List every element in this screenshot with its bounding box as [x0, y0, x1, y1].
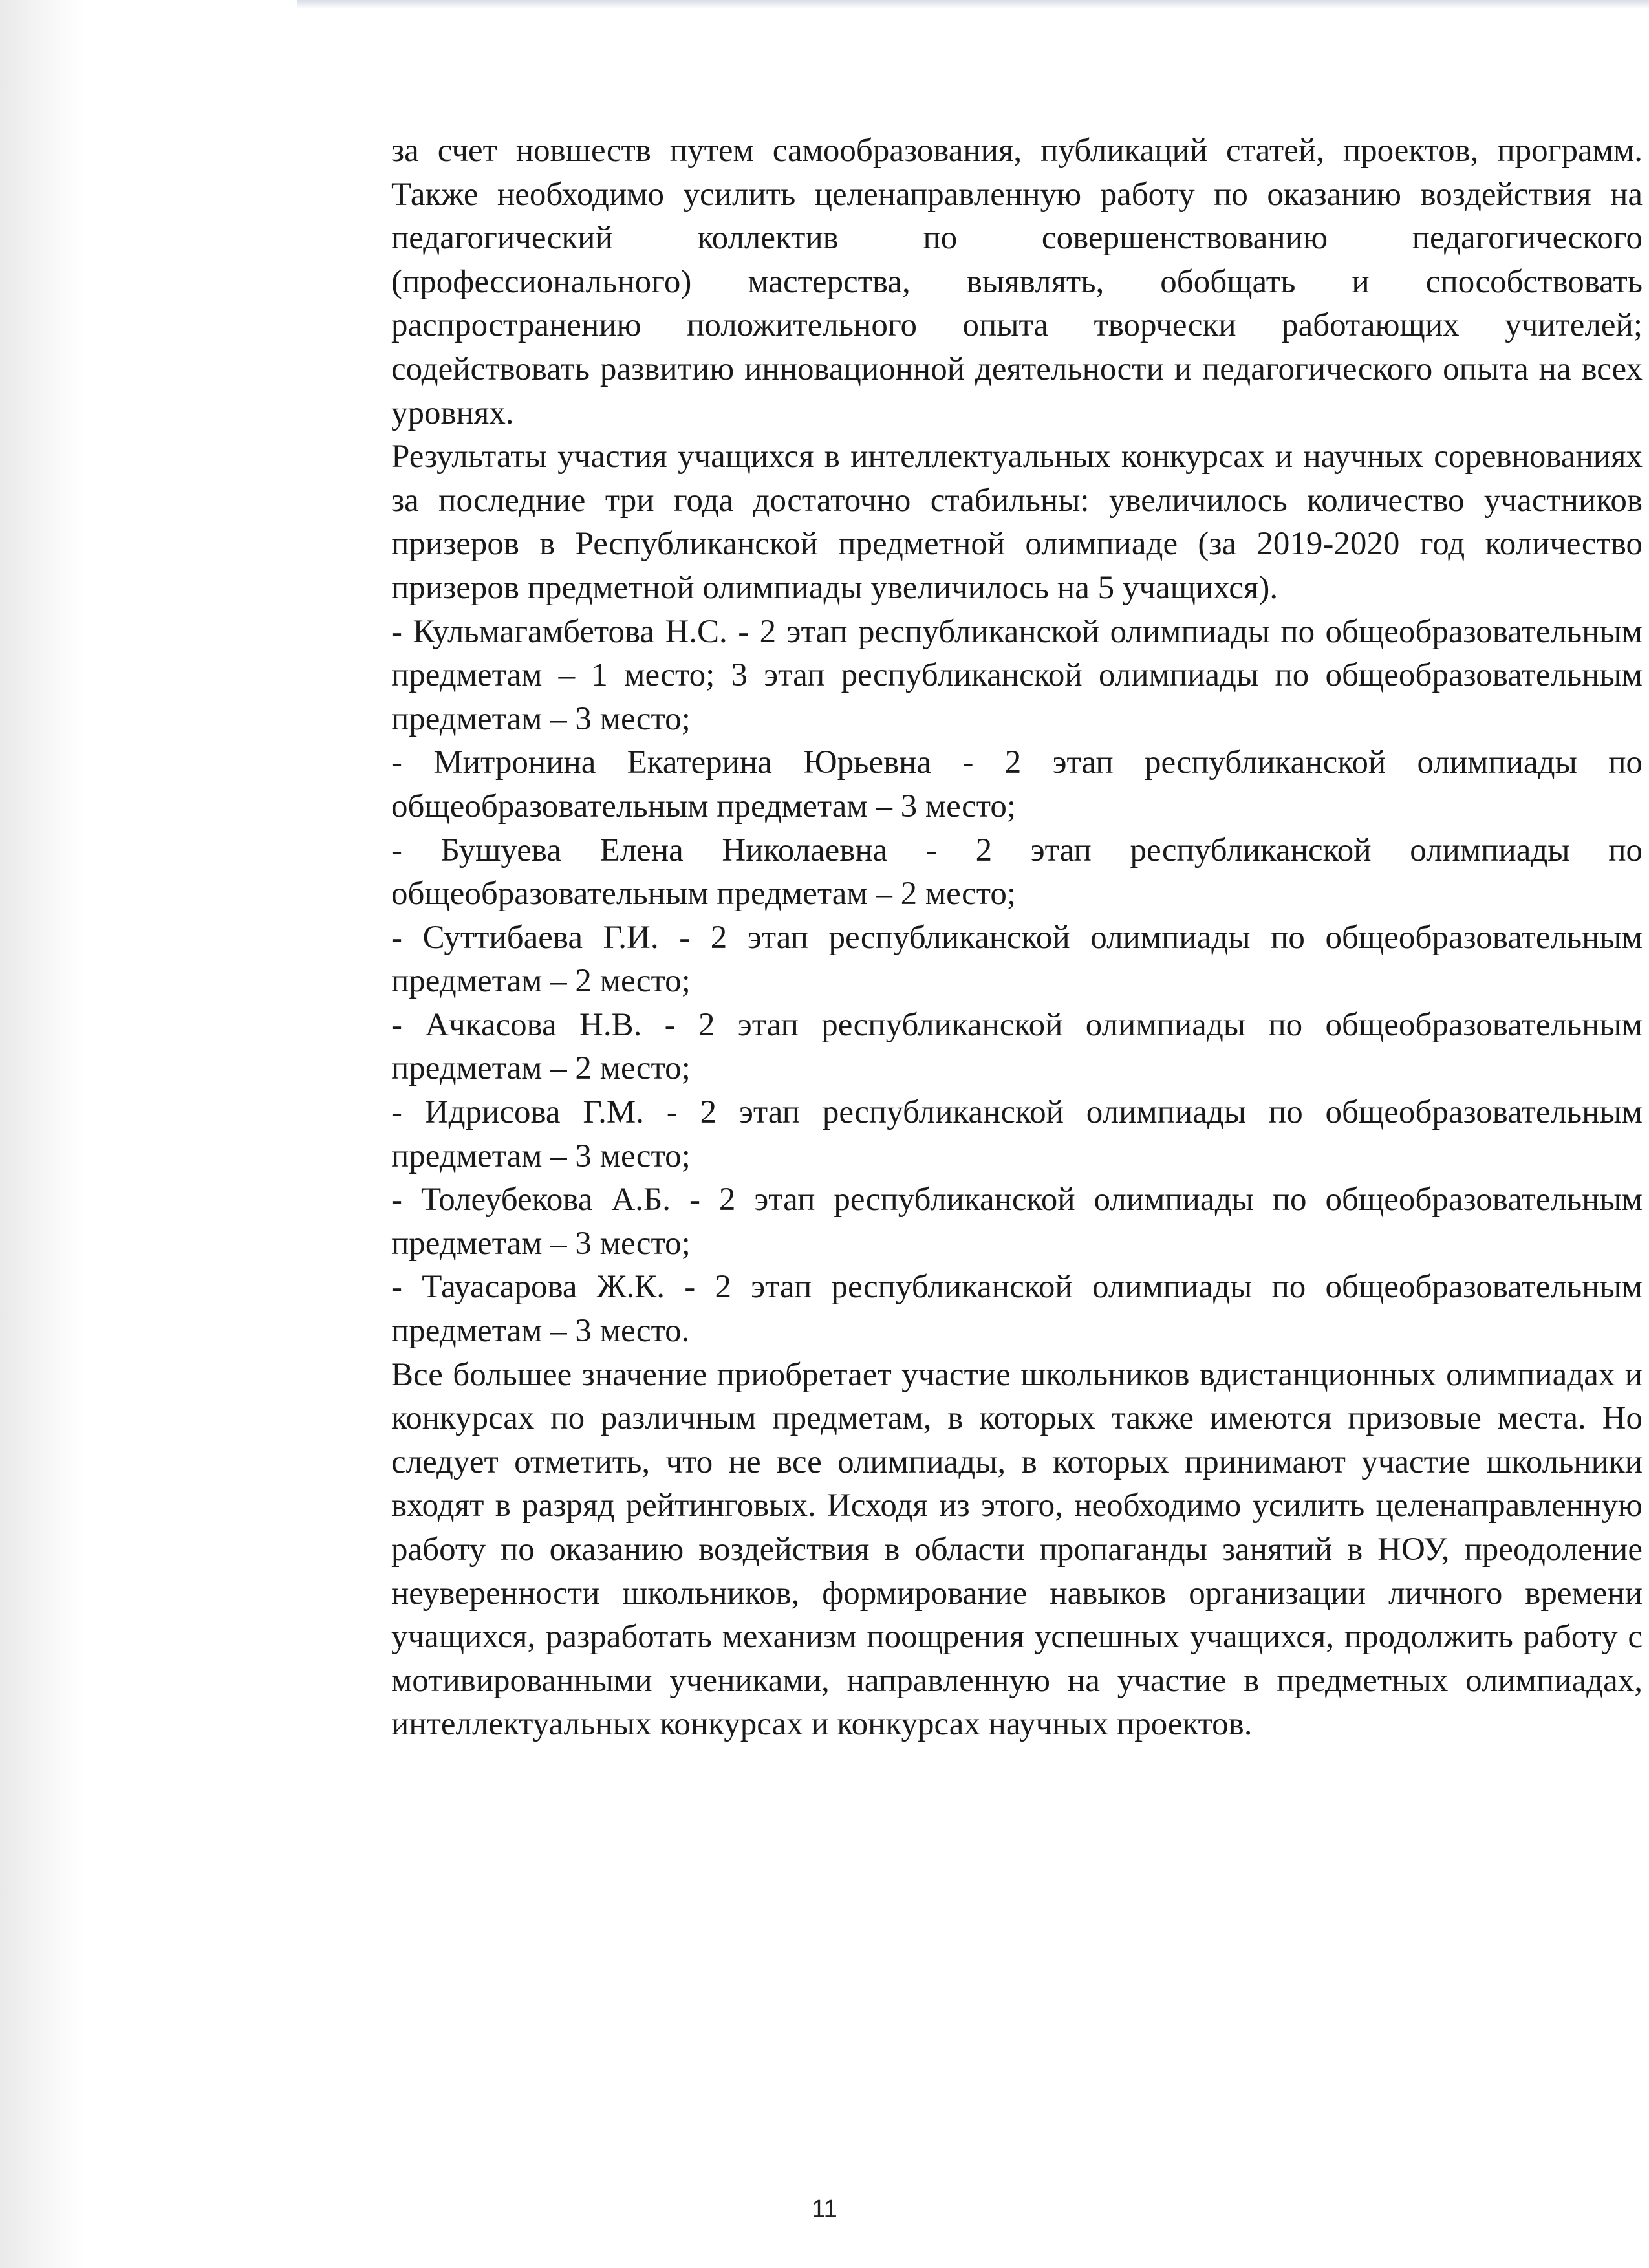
winner-item: - Тауасарова Ж.К. - 2 этап республиканской олимпиады по общеобразовательным предметам – 3 место.	[391, 1269, 1643, 1350]
winner-item: - Суттибаева Г.И. - 2 этап республиканской олимпиады по общеобразовательным предметам – 2 место;	[391, 919, 1643, 1000]
winner-item: - Ачкасова Н.В. - 2 этап республиканской олимпиады по общеобразовательным предметам – 2 место;	[391, 1006, 1643, 1087]
intro-paragraph: за счет новшеств путем самообразования, публикаций статей, проектов, программ. Также необходимо усилить целенаправленную работу по оказанию воздействия на педагогический коллектив по совершенствованию педагогического (профессионального) мастерства, выявлять, обобщать и способствовать распространению положительного опыта творчески работающих учителей; содействовать развитию инновационной деятельности и педагогического опыта на всех уровнях.	[391, 133, 1643, 431]
conclusion-paragraph: Все большее значение приобретает участие школьников вдистанционных олимпиадах и конкурсах по различным предметам, в которых также имеются призовые места. Но следует отметить, что не все олимпиады, в которых принимают участие школьники входят в разряд рейтинговых. Исходя из этого, необходимо усилить целенаправленную работу по оказанию воздействия в области пропаганды занятий в НОУ, преодоление неуверенности школьников, формирование навыков организации личного времени учащихся, разработать механизм поощрения успешных учащихся, продолжить работу с мотивированными учениками, направленную на участие в предметных олимпиадах, интеллектуальных конкурсах и конкурсах научных проектов.	[391, 1356, 1643, 1743]
winner-item: - Бушуева Елена Николаевна - 2 этап республиканской олимпиады по общеобразовательным предметам – 2 место;	[391, 832, 1643, 913]
winner-item: - Идрисова Г.М. - 2 этап республиканской олимпиады по общеобразовательным предметам – 3 место;	[391, 1094, 1643, 1174]
document-page	[391, 129, 1643, 1747]
winner-item: - Кульмагамбетова Н.С. - 2 этап республиканской олимпиады по общеобразовательным предметам – 1 место; 3 этап республиканской олимпиады по общеобразовательным предметам – 3 место;	[391, 613, 1643, 737]
winners-list	[391, 610, 1643, 1354]
scan-top-edge	[297, 0, 1649, 9]
winner-item: - Толеубекова А.Б. - 2 этап республиканской олимпиады по общеобразовательным предметам – 3 место;	[391, 1182, 1643, 1262]
results-paragraph: Результаты участия учащихся в интеллектуальных конкурсах и научных соревнованиях за последние три года достаточно стабильны: увеличилось количество участников призеров в Республиканской предметной олимпиаде (за 2019-2020 год количество призеров предметной олимпиады увеличилось на 5 учащихся).	[391, 438, 1643, 606]
page-number: 11	[812, 2196, 837, 2223]
scan-shadow	[0, 0, 84, 2268]
winner-item: - Митронина Екатерина Юрьевна - 2 этап республиканской олимпиады по общеобразовательным предметам – 3 место;	[391, 744, 1643, 825]
